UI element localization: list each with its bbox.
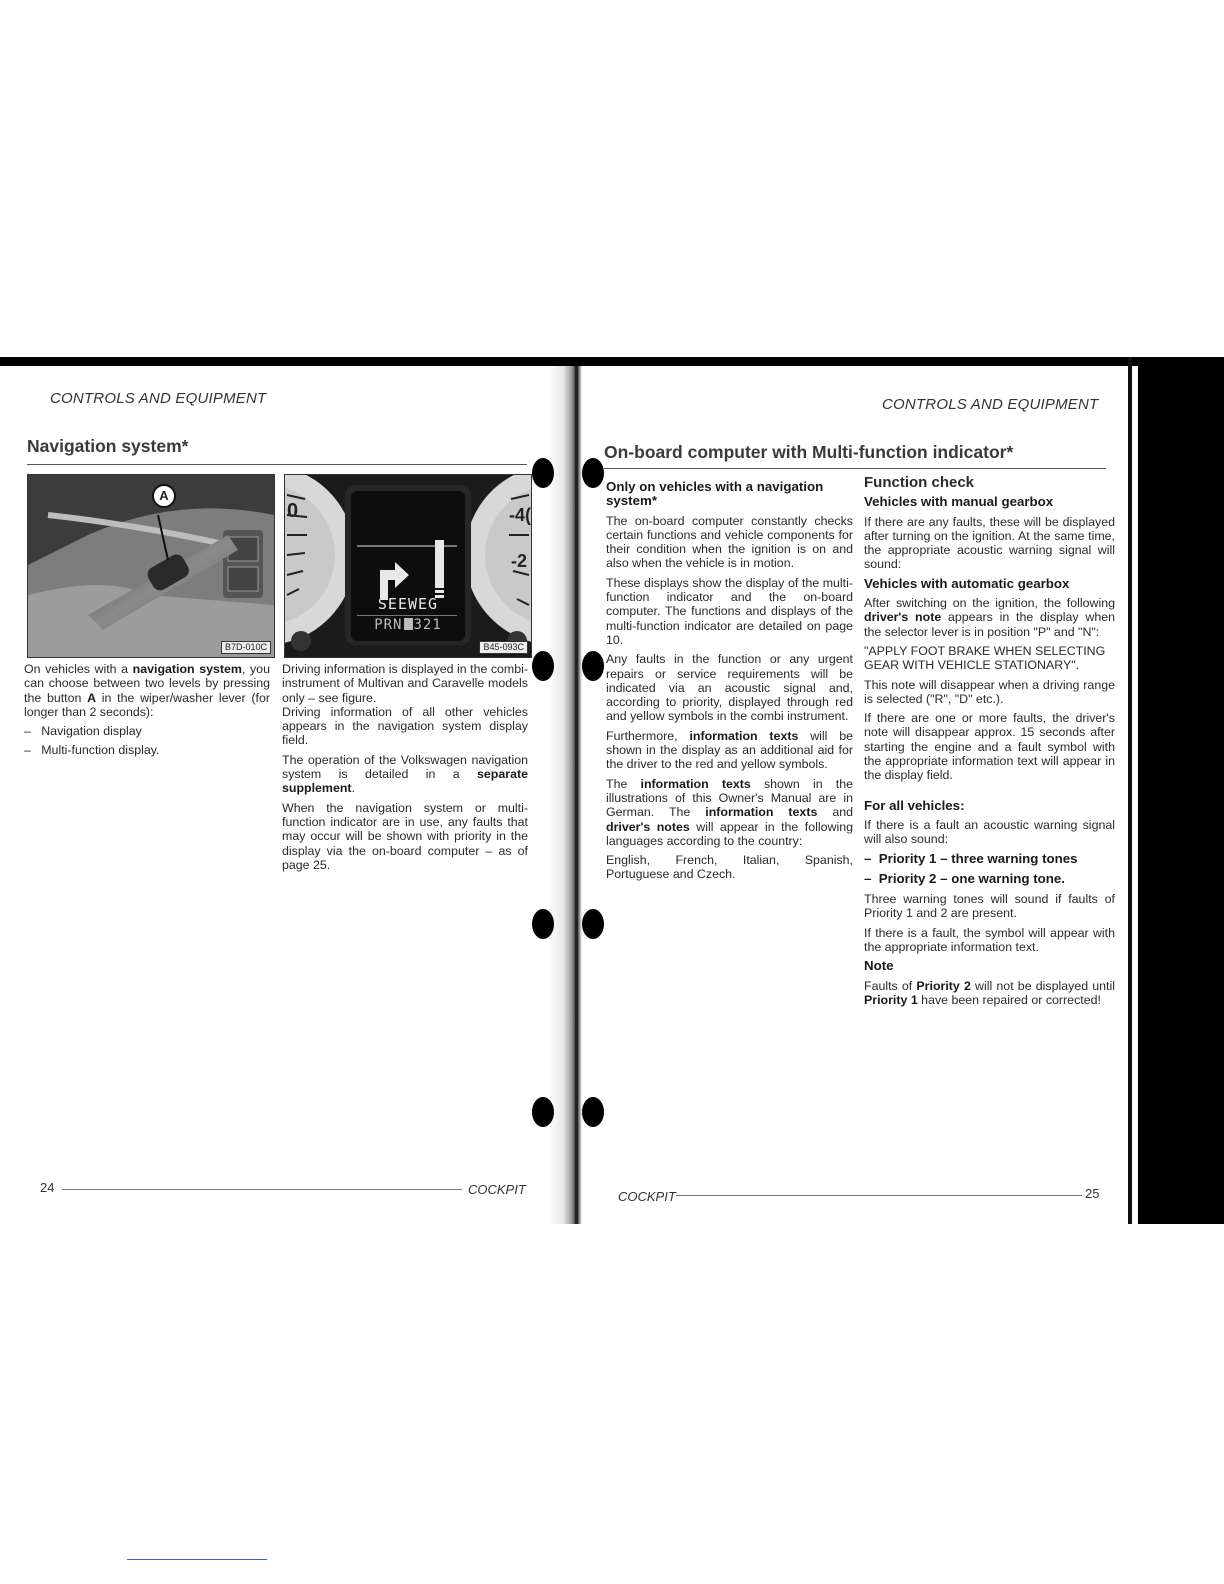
scan-top-border <box>0 357 1224 366</box>
sub-heading: Vehicles with automatic gearbox <box>864 575 1070 591</box>
binder-hole <box>582 909 604 939</box>
binder-hole <box>582 651 604 681</box>
paragraph: When the navigation system or multi-function indicator are in use, any faults that may occur will be shown with priority in the display via the on-board computer – as of page 25. <box>282 800 528 872</box>
footer-rule-right <box>676 1195 1082 1196</box>
paragraph: Furthermore, information texts will be shown in the display as an additional aid for the driver to the red and yellow symbols. <box>606 728 854 772</box>
link-underline <box>127 1559 267 1560</box>
note-heading: Note <box>864 958 894 974</box>
paragraph: If there are one or more faults, the driver's note will disappear approx. 15 seconds after starting the engine and a fault symbol with the appropriate information text will appear in the display field. <box>864 711 1115 783</box>
paragraph: The on-board computer constantly checks certain functions and vehicle components for their condition when the ignition is on and also when the vehicle is in motion. <box>606 513 853 571</box>
list-item: – Multi-function display. <box>24 743 160 758</box>
priority-item: – Priority 1 – three warning tones <box>864 850 1078 866</box>
binder-hole <box>532 458 554 488</box>
paragraph: After switching on the ignition, the following driver's note appears in the display when the selector lever is in position "P" and "N": <box>864 596 1115 639</box>
left-column-2 <box>282 662 528 877</box>
gauge-right-number: -4( <box>509 505 531 525</box>
paragraph: The operation of the Volkswagen navigation system is detailed in a separate supplement. <box>282 752 528 796</box>
wiper-lever-illustration <box>28 475 274 657</box>
page-number-left: 24 <box>40 1180 55 1195</box>
paragraph: The information texts shown in the illustrations of this Owner's Manual are in German. The information texts and driver's notes will appear in the following languages according to the country: <box>606 776 853 848</box>
right-column-2 <box>864 476 1115 1012</box>
footer-rule-left <box>62 1189 462 1190</box>
left-column-1 <box>24 662 270 763</box>
page-number-right: 25 <box>1085 1186 1100 1201</box>
footer-section-left: COCKPIT <box>468 1182 526 1197</box>
running-head-right: CONTROLS AND EQUIPMENT <box>882 396 1099 413</box>
page-edge <box>575 366 578 1224</box>
paragraph: This note will disappear when a driving range is selected ("R", "D" etc.). <box>864 677 1115 706</box>
figure-code: B7D-010C <box>221 641 271 654</box>
running-head-left: CONTROLS AND EQUIPMENT <box>50 390 267 407</box>
binder-hole <box>532 1097 554 1127</box>
callout-a-icon: A <box>152 484 176 508</box>
priority-item: – Priority 2 – one warning tone. <box>864 870 1065 886</box>
paragraph: Driving information of all other vehicles appears in the navigation system display field. <box>282 704 528 748</box>
binder-hole <box>582 458 604 488</box>
scan-right-border <box>1138 357 1224 1224</box>
footer-section-right: COCKPIT <box>618 1189 676 1204</box>
figure-code: B45-093C <box>479 641 528 654</box>
binder-hole <box>582 1097 604 1127</box>
sub-heading: Vehicles with manual gearbox <box>864 494 1054 510</box>
paragraph: If there is a fault, the symbol will appear with the appropriate information text. <box>864 925 1115 955</box>
paragraph: If there are any faults, these will be displayed after turning on the ignition. At the same time, the appropriate acoustic warning signal will sound: <box>864 514 1115 572</box>
paragraph: Any faults in the function or any urgent repairs or service requirements will be indicated via an acoustic signal and, according to priority, displayed through red and yellow symbols in the combi instrument. <box>606 652 853 724</box>
title-rule-left <box>27 464 527 465</box>
paragraph: These displays show the display of the multi-function indicator and the on-board computer. The functions and displays of the multi-function indicator are detailed on page 10. <box>606 575 853 647</box>
gauge-left-number: 0 <box>287 500 299 522</box>
section-heading: Function check <box>864 474 975 491</box>
figure-combi-instrument <box>284 474 532 658</box>
paragraph: If there is a fault an acoustic warning signal will also sound: <box>864 817 1115 847</box>
page-title-left: Navigation system* <box>27 436 189 456</box>
list-item: – Navigation display <box>24 724 142 739</box>
display-gear-indicator: PRN 321 <box>374 617 442 633</box>
paragraph: On vehicles with a navigation system, you can choose between two levels by pressing the button A in the wiper/washer lever (for longer than 2 seconds): <box>24 662 270 719</box>
paragraph: Driving information is displayed in the combi-instrument of Multivan and Caravelle models only – see figure. <box>282 662 528 705</box>
paragraph: "APPLY FOOT BRAKE WHEN SELECTING GEAR WITH VEHICLE STATIONARY". <box>864 643 1106 673</box>
paragraph: Three warning tones will sound if faults of Priority 1 and 2 are present. <box>864 892 1115 921</box>
gauge-right-number: -2 <box>511 551 528 571</box>
selected-gear-block <box>404 618 413 630</box>
paragraph: English, French, Italian, Spanish, Portuguese and Czech. <box>606 853 853 882</box>
section-heading: Only on vehicles with a navigation system* <box>606 479 824 509</box>
scan-right-line <box>1128 357 1132 1224</box>
title-rule-right <box>604 468 1106 469</box>
page-title-right: On-board computer with Multi-function indicator* <box>604 442 1014 462</box>
display-street-name: SEEWEG <box>377 595 439 613</box>
paragraph: Faults of Priority 2 will not be displayed until Priority 1 have been repaired or corrected! <box>864 978 1116 1007</box>
binder-hole <box>532 909 554 939</box>
sub-heading: For all vehicles: <box>864 797 965 813</box>
binder-hole <box>532 651 554 681</box>
figure-wiper-lever <box>27 474 275 658</box>
right-column-1 <box>606 480 853 887</box>
